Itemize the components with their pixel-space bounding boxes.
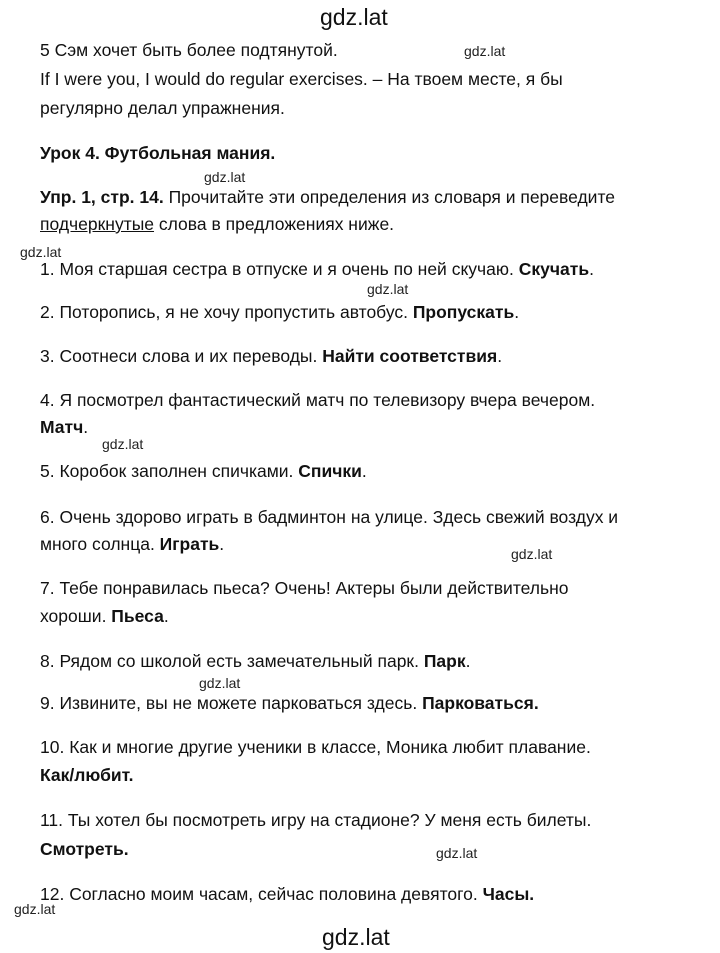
watermark: gdz.lat [20, 244, 62, 260]
list-item [40, 650, 470, 672]
intro-line: регулярно делал упражнения. [40, 98, 285, 118]
item-answer: Играть [159, 534, 220, 554]
watermark: gdz.lat [464, 43, 506, 59]
item-answer: Найти соответствия [322, 346, 498, 366]
item-answer: Матч [40, 417, 84, 437]
list-item [40, 577, 569, 599]
list-item [40, 692, 539, 714]
watermark: gdz.lat [367, 281, 409, 297]
list-item-cont [40, 605, 169, 627]
watermark: gdz.lat [204, 169, 246, 185]
item-tail: . [497, 346, 503, 366]
item-text: хороши. [40, 606, 112, 626]
item-text: 8. Рядом со школой есть замечательный парк. [40, 651, 424, 671]
item-text: 4. Я посмотрел фантастический матч по телевизору вчера вечером. [40, 390, 596, 410]
list-item-cont [40, 764, 134, 786]
watermark-top: gdz.lat [320, 4, 388, 30]
watermark: gdz.lat [199, 675, 241, 691]
item-tail: . [83, 417, 89, 437]
item-tail: . [219, 534, 225, 554]
item-tail: . [163, 606, 169, 626]
item-text: 11. Ты хотел бы посмотреть игру на стадионе? У меня есть билеты. [40, 810, 592, 830]
list-item [40, 460, 367, 482]
item-tail: . [589, 259, 594, 279]
item-answer: Парковаться. [422, 693, 539, 713]
task-line [40, 186, 615, 208]
item-answer: Пьеса [111, 606, 164, 626]
item-text: 5. Коробок заполнен спичками. [40, 461, 299, 481]
item-text: 1. Моя старшая сестра в отпуске и я очень по ней скучаю. [40, 259, 519, 279]
item-text: 12. Согласно моим часам, сейчас половина девятого. [40, 884, 483, 904]
item-text: 9. Извините, вы не можете парковаться здесь. [40, 693, 423, 713]
watermark: gdz.lat [14, 901, 56, 917]
intro-line: 5 Сэм хочет быть более подтянутой. [40, 40, 338, 60]
task-text: Прочитайте эти определения из словаря и переведите [163, 187, 616, 207]
item-text: много солнца. [40, 534, 160, 554]
item-text: 2. Поторопись, я не хочу пропустить автобус. [40, 302, 413, 322]
task-underlined: подчеркнутые [40, 214, 155, 234]
item-text: 10. Как и многие другие ученики в классе, Моника любит плавание. [40, 737, 591, 757]
list-item [40, 389, 595, 411]
task-text: слова в предложениях ниже. [154, 214, 395, 234]
item-text: 3. Соотнеси слова и их переводы. [40, 346, 323, 366]
watermark: gdz.lat [511, 546, 553, 562]
item-answer: Как/любит. [40, 765, 134, 785]
list-item [40, 345, 502, 367]
item-tail: . [465, 651, 471, 671]
task-label: Упр. 1, стр. 14. [40, 187, 164, 207]
item-tail: . [514, 302, 520, 322]
item-text: 7. Тебе понравилась пьеса? Очень! Актеры были действительно [40, 578, 569, 598]
list-item [40, 736, 591, 758]
item-text: 6. Очень здорово играть в бадминтон на улице. Здесь свежий воздух и [40, 507, 619, 527]
task-line [40, 213, 394, 235]
item-answer: Смотреть. [40, 839, 129, 859]
lesson-title: Урок 4. Футбольная мания. [40, 143, 276, 163]
list-item [40, 506, 618, 528]
item-answer: Спички [298, 461, 362, 481]
item-answer: Скучать [518, 259, 590, 279]
watermark-bottom: gdz.lat [322, 924, 390, 950]
watermark: gdz.lat [102, 436, 144, 452]
watermark: gdz.lat [436, 845, 478, 861]
list-item [40, 301, 519, 323]
item-tail: . [361, 461, 367, 481]
intro-line: If I were you, I would do regular exercises. – На твоем месте, я бы [40, 69, 563, 89]
item-answer: Часы. [482, 884, 535, 904]
list-item-cont [40, 533, 224, 555]
list-item [40, 883, 534, 905]
list-item [40, 809, 591, 831]
list-item [40, 258, 594, 280]
item-answer: Парк [423, 651, 466, 671]
list-item-cont [40, 416, 88, 438]
item-answer: Пропускать [412, 302, 515, 322]
list-item-cont [40, 838, 129, 860]
